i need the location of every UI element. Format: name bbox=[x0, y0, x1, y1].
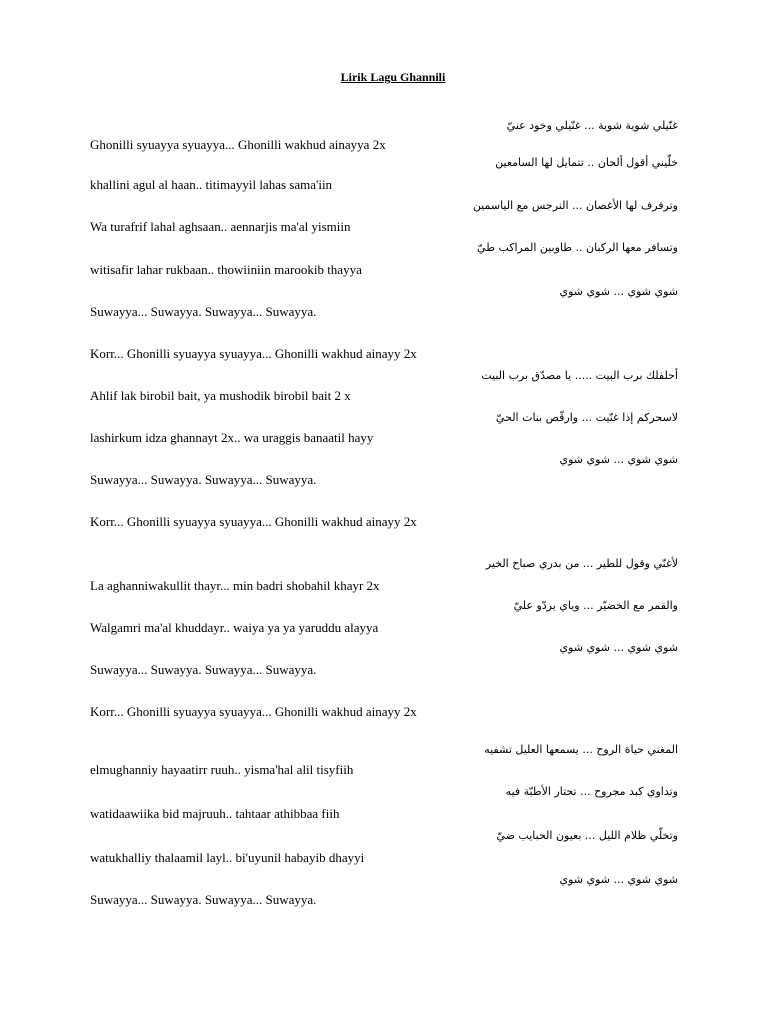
latin-lyric-line: elmughanniy hayaatirr ruuh.. yisma'hal alil tisyfiih bbox=[90, 762, 354, 777]
latin-lyric-line: khallini agul al haan.. titimayyil lahas sama'iin bbox=[90, 177, 333, 192]
latin-lyric-line: witisafir lahar rukbaan.. thowiiniin marookib thayya bbox=[90, 262, 362, 277]
latin-lyric-line: Suwayya... Suwayya. Suwayya... Suwayya. bbox=[90, 304, 317, 319]
latin-lyric-line: Suwayya... Suwayya. Suwayya... Suwayya. bbox=[90, 892, 317, 907]
arabic-lyric-line: غنّيلي شوية شوية ... غنّيلي وخود عنيّ bbox=[506, 119, 678, 132]
arabic-lyric-line: شوي شوي ... شوي شوي bbox=[559, 873, 678, 886]
page-title: Lirik Lagu Ghannili bbox=[340, 70, 446, 84]
latin-lyric-line: Suwayya... Suwayya. Suwayya... Suwayya. bbox=[90, 472, 317, 487]
arabic-lyric-line: المغني حياة الروح ... يسمعها العليل تشفيه bbox=[484, 743, 678, 756]
latin-lyric-line: Ghonilli syuayya syuayya... Ghonilli wakhud ainayya 2x bbox=[90, 137, 386, 152]
latin-lyric-line: Ahlif lak birobil bait, ya mushodik birobil bait 2 x bbox=[90, 388, 351, 403]
latin-lyric-line: Walgamri ma'al khuddayr.. waiya ya ya yaruddu alayya bbox=[90, 620, 379, 635]
arabic-lyric-line: أحلفلك برب البيت ..... يا مصدّق برب البيت bbox=[481, 369, 678, 382]
latin-lyric-line: Suwayya... Suwayya. Suwayya... Suwayya. bbox=[90, 662, 317, 677]
latin-lyric-line: lashirkum idza ghannayt 2x.. wa uraggis banaatil hayy bbox=[90, 430, 374, 445]
arabic-lyric-line: لأغنّي وقول للطير ... من بدري صباح الخير bbox=[485, 557, 678, 570]
latin-lyric-line: Korr... Ghonilli syuayya syuayya... Ghonilli wakhud ainayy 2x bbox=[90, 704, 417, 719]
arabic-lyric-line: خلّيني أقول ألحان .. تتمايل لها السامعين bbox=[495, 156, 678, 169]
arabic-lyric-line: شوي شوي ... شوي شوي bbox=[559, 285, 678, 298]
latin-lyric-line: watukhalliy thalaamil layl.. bi'uyunil habayib dhayyi bbox=[90, 850, 365, 865]
arabic-lyric-line: والقمر مع الخضيّر ... وياي يردّو عليّ bbox=[513, 599, 678, 612]
arabic-lyric-line: وتسافر معها الركبان .. طاوبين المراكب طيّ bbox=[477, 241, 678, 254]
latin-lyric-line: watidaawiika bid majruuh.. tahtaar athibbaa fiih bbox=[90, 806, 340, 821]
arabic-lyric-line: وترفرف لها الأغصان ... النرجس مع الياسمين bbox=[472, 199, 678, 212]
arabic-lyric-line: شوي شوي ... شوي شوي bbox=[559, 453, 678, 466]
arabic-lyric-line: وتداوي كبد مجروح ... تحتار الأطبّة فيه bbox=[505, 785, 678, 798]
arabic-lyric-line: وتخلّي ظلام الليل ... بعيون الحبايب ضيّ bbox=[496, 829, 678, 842]
arabic-lyric-line: شوي شوي ... شوي شوي bbox=[559, 641, 678, 654]
arabic-lyric-line: لاسحركم إذا غنّيت ... وارقّص بنات الحيّ bbox=[495, 411, 678, 424]
latin-lyric-line: Korr... Ghonilli syuayya syuayya... Ghonilli wakhud ainayy 2x bbox=[90, 346, 417, 361]
latin-lyric-line: Wa turafrif lahal aghsaan.. aennarjis ma'al yismiin bbox=[90, 219, 351, 234]
latin-lyric-line: Korr... Ghonilli syuayya syuayya... Ghonilli wakhud ainayy 2x bbox=[90, 514, 417, 529]
latin-lyric-line: La aghanniwakullit thayr... min badri shobahil khayr 2x bbox=[90, 578, 380, 593]
